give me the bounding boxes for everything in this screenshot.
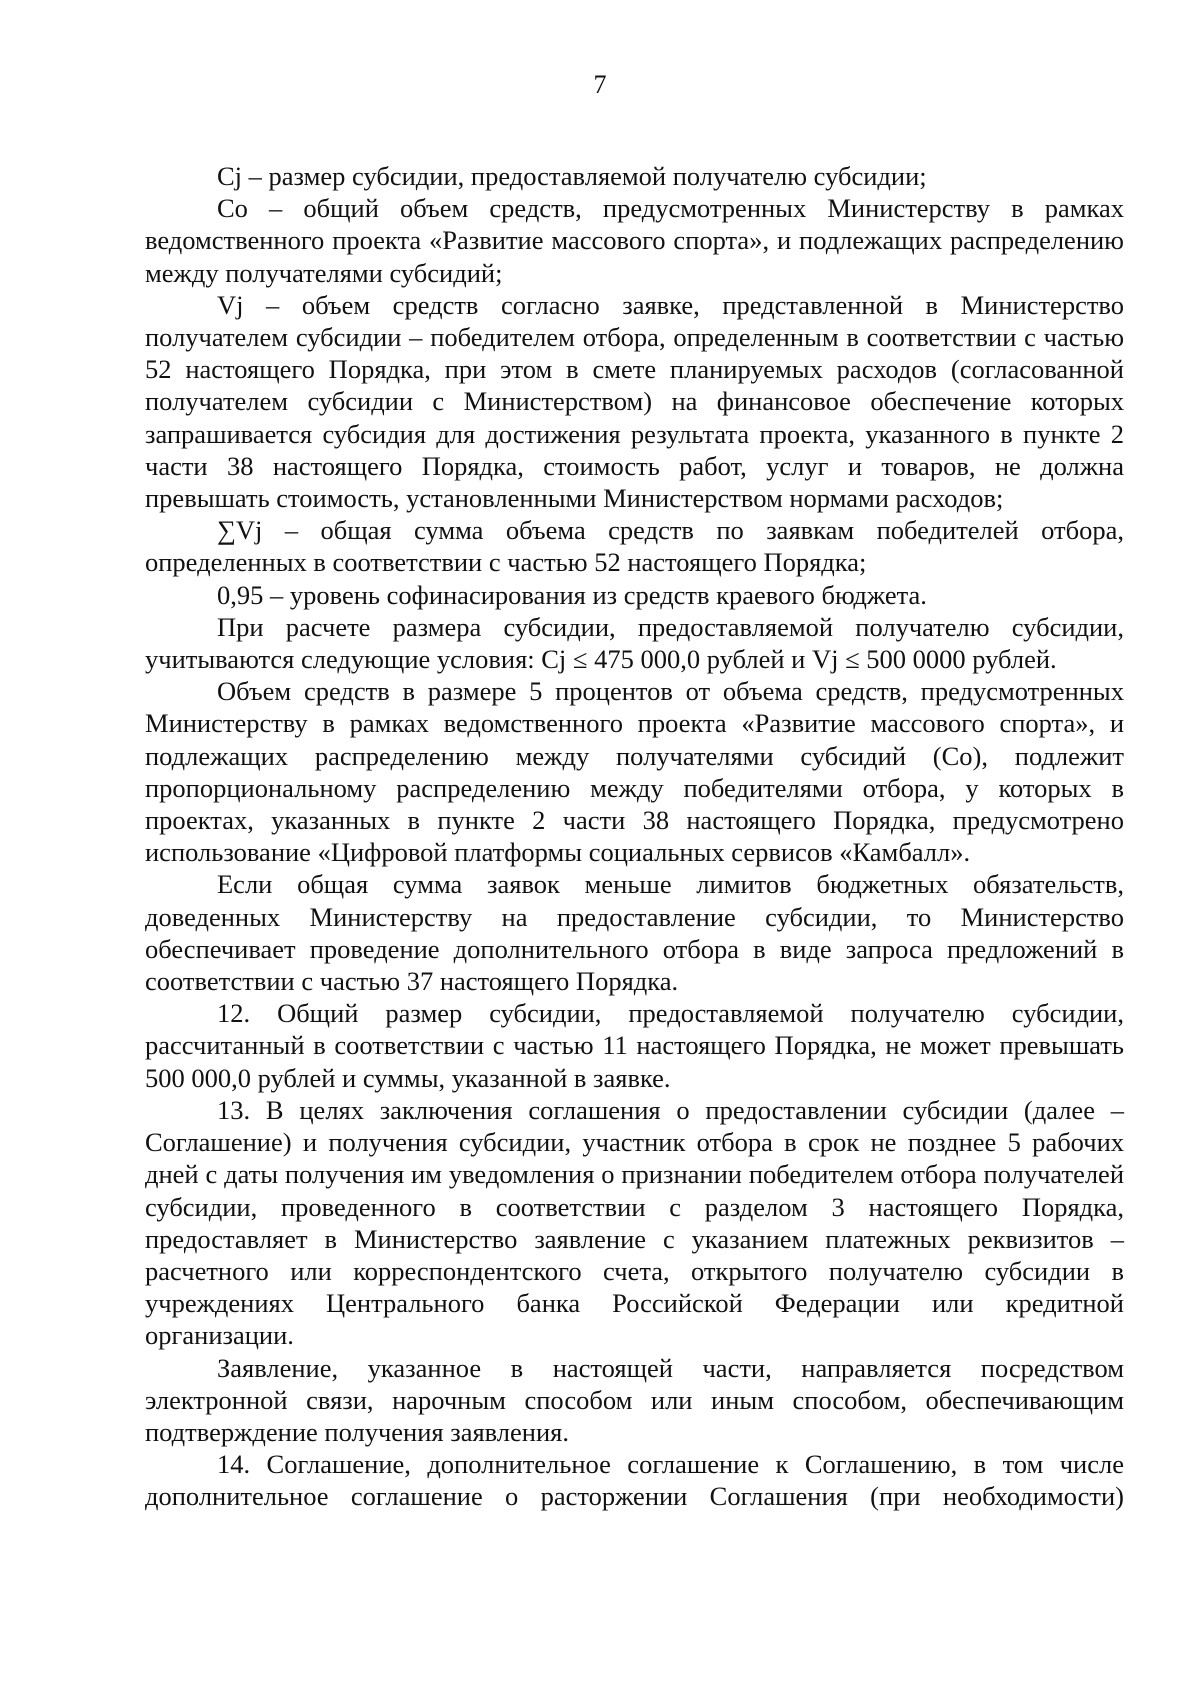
document-body (145, 160, 1124, 1513)
page-number: 7 (593, 70, 607, 99)
paragraph-five-percent-distribution: Объем средств в размере 5 процентов от объема средств, предусмотренных Министерству в рамках ведомственного проекта «Развитие массового спорта», и подлежащих распределению между получателями субсидий (Со), подлежит пропорциональному распределению между победителями отбора, у которых в проектах, указанных в пункте 2 части 38 настоящего Порядка, предусмотрено использование «Цифровой платформы социальных сервисов «Камбалл». (145, 676, 1124, 868)
paragraph-cofinancing-level: 0,95 – уровень софинасирования из средств краевого бюджета. (217, 579, 927, 610)
paragraph-co-definition: Со – общий объем средств, предусмотренных Министерству в рамках ведомственного проекта «Развитие массового спорта», и подлежащих распределению между получателями субсидий; (145, 193, 1124, 288)
paragraph-sum-vj-definition: ∑Vj – общая сумма объема средств по заявкам победителей отбора, определенных в соответствии с частью 52 настоящего Порядка; (145, 515, 1124, 578)
paragraph-calculation-conditions: При расчете размера субсидии, предоставляемой получателю субсидии, учитываются следующие условия: Cj ≤ 475 000,0 рублей и Vj ≤ 500 0000 рублей. (145, 611, 1124, 675)
paragraph-cj-definition: Cj – размер субсидии, предоставляемой получателю субсидии; (217, 161, 927, 191)
paragraph-clause-13: 13. В целях заключения соглашения о предоставлении субсидии (далее – Соглашение) и получения субсидии, участник отбора в срок не позднее 5 рабочих дней с даты получения им уведомления о признании победителем отбора получателей субсидии, проведенного в соответствии с разделом 3 настоящего Порядка, предоставляет в Министерство заявление с указанием платежных реквизитов – расчетного или корреспондентского счета, открытого получателю субсидии в учреждениях Центрального банка Российской Федерации или кредитной организации. (145, 1094, 1124, 1351)
paragraph-additional-selection: Если общая сумма заявок меньше лимитов бюджетных обязательств, доведенных Министерству на предоставление субсидии, то Министерство обеспечивает проведение дополнительного отбора в виде запроса предложений в соответствии с частью 37 настоящего Порядка. (145, 869, 1124, 997)
paragraph-application-delivery: Заявление, указанное в настоящей части, направляется посредством электронной связи, нарочным способом или иным способом, обеспечивающим подтверждение получения заявления. (145, 1352, 1124, 1447)
paragraph-vj-definition: Vj – объем средств согласно заявке, представленной в Министерство получателем субсидии – победителем отбора, определенным в соответствии с частью 52 настоящего Порядка, при этом в смете планируемых расходов (согласованной получателем субсидии с Министерством) на финансовое обеспечение которых запрашивается субсидия для достижения результата проекта, указанного в пункте 2 части 38 настоящего Порядка, стоимость работ, услуг и товаров, не должна превышать стоимость, установленными Министерством нормами расходов; (145, 289, 1124, 514)
paragraph-clause-14: 14. Соглашение, дополнительное соглашение к Соглашению, в том числе дополнительное соглашение о расторжении Соглашения (при необходимости) (145, 1449, 1124, 1512)
paragraph-clause-12: 12. Общий размер субсидии, предоставляемой получателю субсидии, рассчитанный в соответствии с частью 11 настоящего Порядка, не может превышать 500 000,0 рублей и суммы, указанной в заявке. (145, 998, 1124, 1093)
